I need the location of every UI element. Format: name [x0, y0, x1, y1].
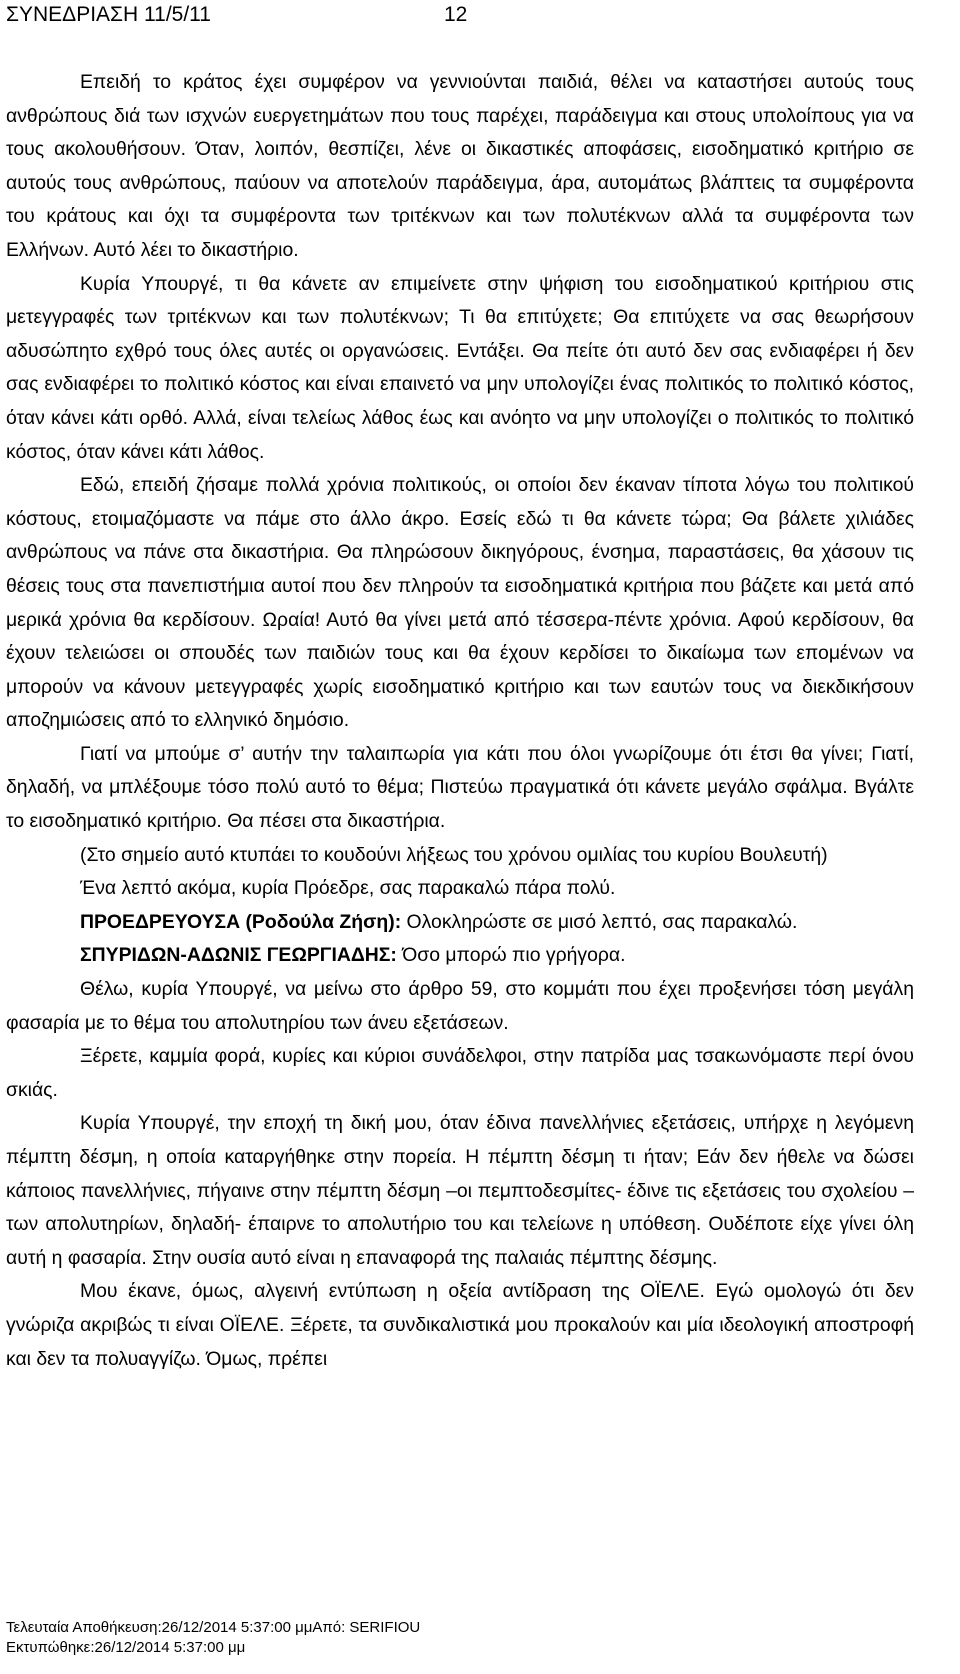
paragraph: [6, 1107, 914, 1275]
last-saved-info: Τελευταία Αποθήκευση:26/12/2014 5:37:00 μμΑπό: SERIFIOU: [6, 1619, 421, 1636]
paragraph: [6, 839, 914, 873]
paragraph-text: Ξέρετε, καμμία φορά, κυρίες και κύριοι συνάδελφοι, στην πατρίδα μας τσακωνόμαστε περί όνου σκιάς.: [6, 1045, 914, 1101]
page-number: 12: [444, 3, 468, 26]
session-title: ΣΥΝΕΔΡΙΑΣΗ 11/5/11: [6, 3, 211, 26]
speaker-name: ΠΡΟΕΔΡΕΥΟΥΣΑ (Ροδούλα Ζήση):: [80, 910, 402, 933]
paragraph: [6, 469, 914, 738]
paragraph: [6, 66, 914, 268]
paragraph: [6, 268, 914, 470]
paragraph: [6, 872, 914, 906]
paragraph-text: Κυρία Υπουργέ, τι θα κάνετε αν επιμείνετε στην ψήφιση του εισοδηματικού κριτήριου στις μετεγγραφές των τριτέκνων και των πολυτέκνων; Τι θα επιτύχετε; Θα επιτύχετε να σας θεωρήσουν αδυσώπητο εχθρό τους όλες αυτές οι οργανώσεις. Εντάξει. Θα πείτε ότι αυτό δεν σας ενδιαφέρει ή δεν σας ενδιαφέρει το πολιτικό κόστος και είναι επαινετό να μην υπολογίζει ένας πολιτικός το πολιτικό κόστος, όταν κάνει κάτι ορθό. Αλλά, είναι τελείως λάθος έως και ανόητο να μην υπολογίζει ο πολιτικός το πολιτικό κόστος, όταν κάνει κάτι λάθος.: [6, 272, 914, 463]
speaker-name: ΣΠΥΡΙΔΩΝ-ΑΔΩΝΙΣ ΓΕΩΡΓΙΑΔΗΣ:: [80, 944, 397, 967]
paragraph-text: Εδώ, επειδή ζήσαμε πολλά χρόνια πολιτικούς, οι οποίοι δεν έκαναν τίποτα λόγω του πολιτικού κόστους, ετοιμαζόμαστε να πάμε στο άλλο άκρο. Εσείς εδώ τι θα κάνετε τώρα; Θα βάλετε χιλιάδες ανθρώπους να πάνε στα δικαστήρια. Θα πληρώσουν δικηγόρους, ένσημα, παραστάσεις, θα χάσουν τις θέσεις τους στα πανεπιστήμια αυτοί που δεν πληρούν τα εισοδηματικά κριτήρια που βάζετε και μετά από μερικά χρόνια θα κερδίσουν. Ωραία! Αυτό θα γίνει μετά από τέσσερα-πέντε χρόνια. Αφού κερδίσουν, θα έχουν τελειώσει οι σπουδές των παιδιών τους και θα έχουν κερδίσει το δικαίωμα των επομένων να μπορούν να κάνουν μετεγγραφές χωρίς εισοδηματικό κριτήριο και των εαυτών τους να διεκδικήσουν αποζημιώσεις από το ελληνικό δημόσιο.: [6, 474, 914, 732]
paragraph-text: Ολοκληρώστε σε μισό λεπτό, σας παρακαλώ.: [406, 910, 798, 933]
paragraph-text: Ένα λεπτό ακόμα, κυρία Πρόεδρε, σας παρακαλώ πάρα πολύ.: [80, 877, 616, 900]
paragraph: [6, 1040, 914, 1107]
paragraph: [6, 1275, 914, 1376]
paragraph-text: Μου έκανε, όμως, αλγεινή εντύπωση η οξεία αντίδραση της ΟΪΕΛΕ. Εγώ ομολογώ ότι δεν γνώριζα ακριβώς τι είναι ΟΪΕΛΕ. Ξέρετε, τα συνδικαλιστικά μου προκαλούν και μία ιδεολογική αποστροφή και δεν τα πολυαγγίζω. Όμως, πρέπει: [6, 1280, 914, 1370]
paragraph: [6, 939, 914, 973]
paragraph: [6, 738, 914, 839]
paragraph-text: (Στο σημείο αυτό κτυπάει το κουδούνι λήξεως του χρόνου ομιλίας του κυρίου Βουλευτή): [80, 843, 828, 866]
paragraph-text: Κυρία Υπουργέ, την εποχή τη δική μου, όταν έδινα πανελλήνιες εξετάσεις, υπήρχε η λεγόμενη πέμπτη δέσμη, η οποία καταργήθηκε στην πορεία. Η πέμπτη δέσμη τι ήταν; Εάν δεν ήθελε να δώσει κάποιος πανελλήνιες, πήγαινε στην πέμπτη δέσμη –οι πεμπτοδεσμίτες- έδινε τις εξετάσεις του σχολείου –των απολυτηρίων, δηλαδή- έπαιρνε το απολυτήριο του και τελείωνε η υπόθεση. Ουδέποτε είχε γίνει όλη αυτή η φασαρία. Στην ουσία αυτό είναι η επαναφορά της παλαιάς πέμπτης δέσμης.: [6, 1112, 914, 1269]
paragraph: [6, 973, 914, 1040]
printed-info: Εκτυπώθηκε:26/12/2014 5:37:00 μμ: [6, 1639, 246, 1656]
body-text: [6, 66, 914, 1376]
paragraph-text: Επειδή το κράτος έχει συμφέρον να γεννιούνται παιδιά, θέλει να καταστήσει αυτούς τους ανθρώπους διά των ισχνών ευεργετημάτων που τους παρέχει, παράδειγμα και στους υπολοίπους για να τους ακολουθήσουν. Όταν, λοιπόν, θεσπίζει, λένε οι δικαστικές αποφάσεις, εισοδηματικό κριτήριο σε αυτούς τους ανθρώπους, παύουν να αποτελούν παράδειγμα, άρα, αυτομάτως βλάπτεις τα συμφέροντα του κράτους και όχι τα συμφέροντα των τριτέκνων και των πολυτέκνων αλλά τα συμφέροντα των Ελλήνων. Αυτό λέει το δικαστήριο.: [6, 71, 914, 261]
paragraph: [6, 906, 914, 940]
paragraph-text: Όσο μπορώ πιο γρήγορα.: [402, 944, 626, 967]
paragraph-text: Θέλω, κυρία Υπουργέ, να μείνω στο άρθρο 59, στο κομμάτι που έχει προξενήσει τόση μεγάλη φασαρία με το θέμα του απολυτηρίου των άνευ εξετάσεων.: [6, 978, 914, 1034]
page-footer: [6, 1618, 420, 1658]
paragraph-text: Γιατί να μπούμε σ’ αυτήν την ταλαιπωρία για κάτι που όλοι γνωρίζουμε ότι έτσι θα γίνει; Γιατί, δηλαδή, να μπλέξουμε τόσο πολύ αυτό το θέμα; Πιστεύω πραγματικά ότι κάνετε μεγάλο σφάλμα. Βγάλτε το εισοδηματικό κριτήριο. Θα πέσει στα δικαστήρια.: [6, 742, 914, 833]
